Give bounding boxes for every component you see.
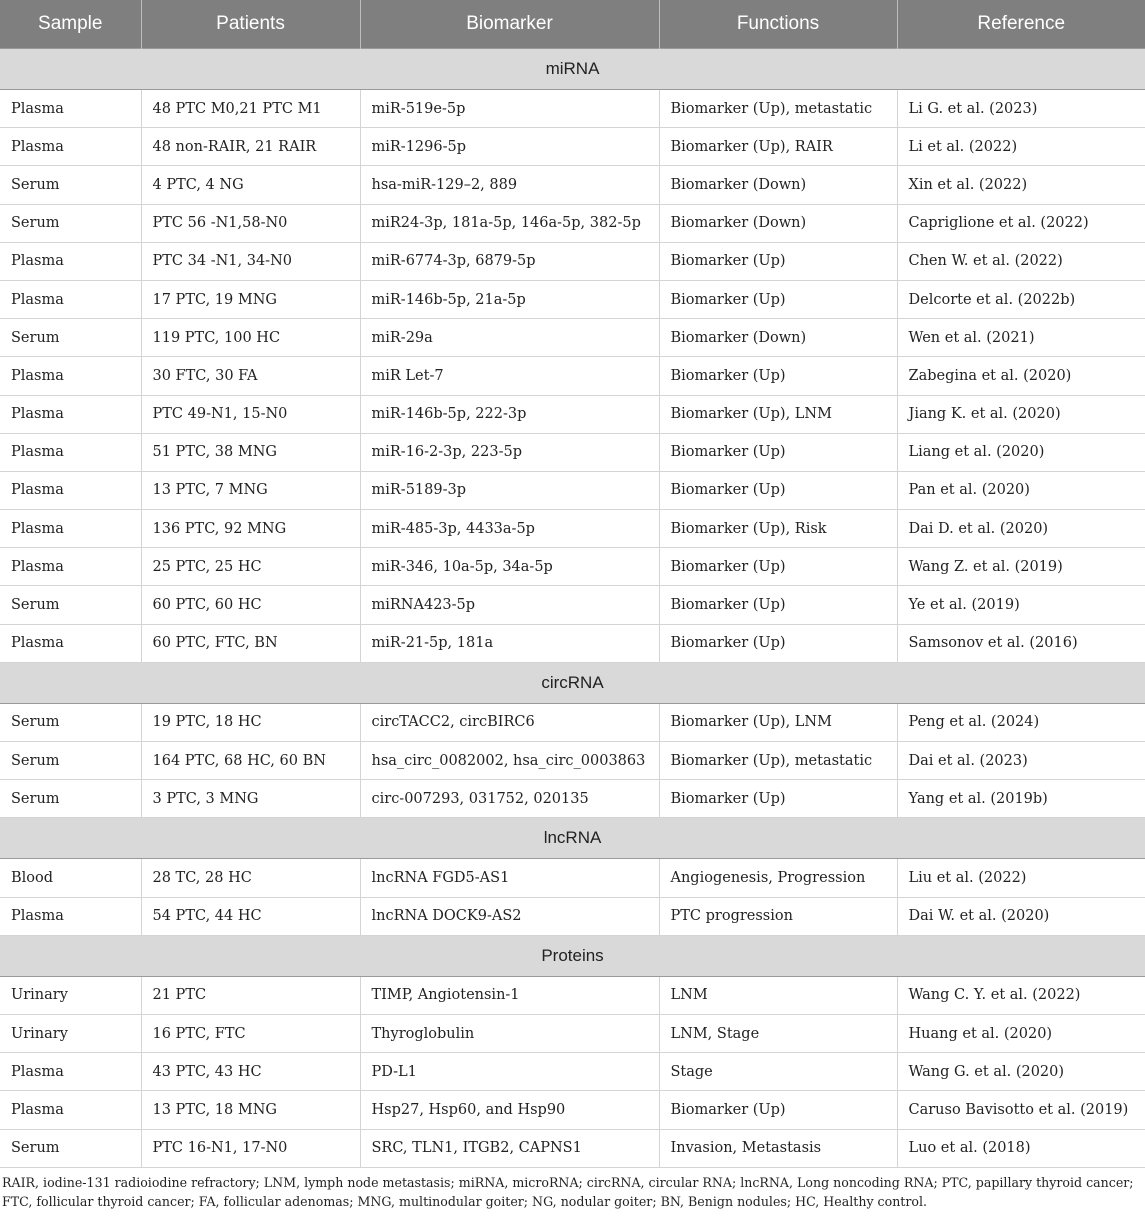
- reference-cell: Huang et al. (2020): [897, 1014, 1145, 1052]
- biomarker-cell: miR-346, 10a-5p, 34a-5p: [360, 548, 659, 586]
- patients-cell: 17 PTC, 19 MNG: [141, 280, 360, 318]
- sample-cell: Serum: [0, 780, 141, 818]
- functions-cell: Biomarker (Up): [659, 586, 897, 624]
- table-row: [0, 166, 1145, 204]
- patients-cell: 3 PTC, 3 MNG: [141, 780, 360, 818]
- patients-cell: 136 PTC, 92 MNG: [141, 510, 360, 548]
- section-row: [0, 935, 1145, 976]
- reference-cell: Wang G. et al. (2020): [897, 1053, 1145, 1091]
- table-row: [0, 624, 1145, 662]
- sample-cell: Serum: [0, 1129, 141, 1167]
- sample-cell: Serum: [0, 703, 141, 741]
- header-reference: Reference: [897, 0, 1145, 49]
- sample-cell: Serum: [0, 204, 141, 242]
- table-body: [0, 49, 1145, 1168]
- patients-cell: 48 PTC M0,21 PTC M1: [141, 90, 360, 128]
- reference-cell: Li G. et al. (2023): [897, 90, 1145, 128]
- biomarker-cell: miR24-3p, 181a-5p, 146a-5p, 382-5p: [360, 204, 659, 242]
- functions-cell: Biomarker (Down): [659, 319, 897, 357]
- reference-cell: Pan et al. (2020): [897, 471, 1145, 509]
- reference-cell: Dai D. et al. (2020): [897, 510, 1145, 548]
- biomarker-cell: PD-L1: [360, 1053, 659, 1091]
- table-row: [0, 897, 1145, 935]
- section-row: [0, 818, 1145, 859]
- header-functions: Functions: [659, 0, 897, 49]
- biomarker-cell: Hsp27, Hsp60, and Hsp90: [360, 1091, 659, 1129]
- sample-cell: Plasma: [0, 433, 141, 471]
- patients-cell: 30 FTC, 30 FA: [141, 357, 360, 395]
- patients-cell: 54 PTC, 44 HC: [141, 897, 360, 935]
- table-row: [0, 1091, 1145, 1129]
- functions-cell: Biomarker (Up): [659, 280, 897, 318]
- functions-cell: Biomarker (Up), metastatic: [659, 90, 897, 128]
- table-row: [0, 976, 1145, 1014]
- sample-cell: Plasma: [0, 280, 141, 318]
- sample-cell: Urinary: [0, 1014, 141, 1052]
- biomarker-cell: miR-146b-5p, 222-3p: [360, 395, 659, 433]
- table-row: [0, 859, 1145, 897]
- functions-cell: Biomarker (Up): [659, 357, 897, 395]
- functions-cell: Angiogenesis, Progression: [659, 859, 897, 897]
- table-row: [0, 433, 1145, 471]
- functions-cell: Biomarker (Up): [659, 624, 897, 662]
- header-sample: Sample: [0, 0, 141, 49]
- patients-cell: 60 PTC, FTC, BN: [141, 624, 360, 662]
- reference-cell: Peng et al. (2024): [897, 703, 1145, 741]
- patients-cell: 28 TC, 28 HC: [141, 859, 360, 897]
- biomarker-cell: hsa-miR-129–2, 889: [360, 166, 659, 204]
- biomarker-cell: hsa_circ_0082002, hsa_circ_0003863: [360, 742, 659, 780]
- section-row: [0, 49, 1145, 90]
- patients-cell: PTC 16-N1, 17-N0: [141, 1129, 360, 1167]
- reference-cell: Chen W. et al. (2022): [897, 242, 1145, 280]
- header-row: [0, 0, 1145, 49]
- patients-cell: 119 PTC, 100 HC: [141, 319, 360, 357]
- reference-cell: Ye et al. (2019): [897, 586, 1145, 624]
- header-patients: Patients: [141, 0, 360, 49]
- sample-cell: Blood: [0, 859, 141, 897]
- sample-cell: Plasma: [0, 1091, 141, 1129]
- sample-cell: Plasma: [0, 357, 141, 395]
- table-row: [0, 548, 1145, 586]
- biomarker-cell: miR-1296-5p: [360, 128, 659, 166]
- table-row: [0, 780, 1145, 818]
- reference-cell: Dai W. et al. (2020): [897, 897, 1145, 935]
- sample-cell: Plasma: [0, 128, 141, 166]
- functions-cell: Biomarker (Up): [659, 1091, 897, 1129]
- sample-cell: Plasma: [0, 395, 141, 433]
- table-row: [0, 319, 1145, 357]
- biomarker-cell: miR-485-3p, 4433a-5p: [360, 510, 659, 548]
- patients-cell: 19 PTC, 18 HC: [141, 703, 360, 741]
- patients-cell: PTC 34 -N1, 34-N0: [141, 242, 360, 280]
- reference-cell: Xin et al. (2022): [897, 166, 1145, 204]
- table-row: [0, 357, 1145, 395]
- table-row: [0, 703, 1145, 741]
- reference-cell: Wen et al. (2021): [897, 319, 1145, 357]
- reference-cell: Capriglione et al. (2022): [897, 204, 1145, 242]
- biomarker-cell: miR-6774-3p, 6879-5p: [360, 242, 659, 280]
- patients-cell: PTC 56 -N1,58-N0: [141, 204, 360, 242]
- reference-cell: Wang Z. et al. (2019): [897, 548, 1145, 586]
- table-row: [0, 1053, 1145, 1091]
- table-row: [0, 742, 1145, 780]
- functions-cell: Biomarker (Up): [659, 242, 897, 280]
- reference-cell: Luo et al. (2018): [897, 1129, 1145, 1167]
- sample-cell: Plasma: [0, 90, 141, 128]
- table-row: [0, 1014, 1145, 1052]
- sample-cell: Plasma: [0, 1053, 141, 1091]
- patients-cell: 16 PTC, FTC: [141, 1014, 360, 1052]
- patients-cell: 13 PTC, 7 MNG: [141, 471, 360, 509]
- section-title: lncRNA: [0, 818, 1145, 859]
- biomarker-cell: lncRNA DOCK9-AS2: [360, 897, 659, 935]
- sample-cell: Plasma: [0, 548, 141, 586]
- reference-cell: Delcorte et al. (2022b): [897, 280, 1145, 318]
- functions-cell: Biomarker (Up), RAIR: [659, 128, 897, 166]
- header-biomarker: Biomarker: [360, 0, 659, 49]
- biomarker-cell: TIMP, Angiotensin-1: [360, 976, 659, 1014]
- patients-cell: 43 PTC, 43 HC: [141, 1053, 360, 1091]
- biomarker-cell: circTACC2, circBIRC6: [360, 703, 659, 741]
- table-row: [0, 510, 1145, 548]
- table-row: [0, 128, 1145, 166]
- functions-cell: Biomarker (Up): [659, 780, 897, 818]
- functions-cell: LNM, Stage: [659, 1014, 897, 1052]
- biomarker-cell: miR-21-5p, 181a: [360, 624, 659, 662]
- table-footnote: RAIR, iodine-131 radioiodine refractory; LNM, lymph node metastasis; miRNA, microRNA; circRNA, circular RNA; lncRNA, Long noncoding RNA; PTC, papillary thyroid cancer; FTC, follicular thyroid cancer; FA, follicular adenomas; MNG, multinodular goiter; NG, nodular goiter; BN, Benign nodules; HC, Healthy control.: [2, 1174, 1134, 1209]
- patients-cell: 164 PTC, 68 HC, 60 BN: [141, 742, 360, 780]
- table-row: [0, 395, 1145, 433]
- sample-cell: Plasma: [0, 624, 141, 662]
- functions-cell: Invasion, Metastasis: [659, 1129, 897, 1167]
- biomarker-cell: miR-29a: [360, 319, 659, 357]
- sample-cell: Plasma: [0, 897, 141, 935]
- biomarker-cell: SRC, TLN1, ITGB2, CAPNS1: [360, 1129, 659, 1167]
- sample-cell: Plasma: [0, 242, 141, 280]
- reference-cell: Dai et al. (2023): [897, 742, 1145, 780]
- functions-cell: Biomarker (Down): [659, 166, 897, 204]
- functions-cell: Biomarker (Up): [659, 548, 897, 586]
- functions-cell: Biomarker (Up), Risk: [659, 510, 897, 548]
- patients-cell: 48 non-RAIR, 21 RAIR: [141, 128, 360, 166]
- patients-cell: 4 PTC, 4 NG: [141, 166, 360, 204]
- functions-cell: Biomarker (Up), LNM: [659, 703, 897, 741]
- biomarker-cell: miRNA423-5p: [360, 586, 659, 624]
- patients-cell: 25 PTC, 25 HC: [141, 548, 360, 586]
- sample-cell: Plasma: [0, 471, 141, 509]
- biomarker-cell: lncRNA FGD5-AS1: [360, 859, 659, 897]
- sample-cell: Plasma: [0, 510, 141, 548]
- biomarker-cell: miR Let-7: [360, 357, 659, 395]
- reference-cell: Li et al. (2022): [897, 128, 1145, 166]
- functions-cell: Biomarker (Up), LNM: [659, 395, 897, 433]
- sample-cell: Serum: [0, 319, 141, 357]
- functions-cell: LNM: [659, 976, 897, 1014]
- section-title: miRNA: [0, 49, 1145, 90]
- section-title: circRNA: [0, 662, 1145, 703]
- sample-cell: Serum: [0, 166, 141, 204]
- reference-cell: Wang C. Y. et al. (2022): [897, 976, 1145, 1014]
- table-row: [0, 204, 1145, 242]
- section-row: [0, 662, 1145, 703]
- functions-cell: PTC progression: [659, 897, 897, 935]
- patients-cell: 13 PTC, 18 MNG: [141, 1091, 360, 1129]
- biomarker-cell: miR-16-2-3p, 223-5p: [360, 433, 659, 471]
- sample-cell: Serum: [0, 586, 141, 624]
- biomarker-cell: miR-5189-3p: [360, 471, 659, 509]
- biomarker-cell: circ-007293, 031752, 020135: [360, 780, 659, 818]
- functions-cell: Biomarker (Up), metastatic: [659, 742, 897, 780]
- table-row: [0, 1129, 1145, 1167]
- sample-cell: Serum: [0, 742, 141, 780]
- biomarker-cell: miR-146b-5p, 21a-5p: [360, 280, 659, 318]
- reference-cell: Zabegina et al. (2020): [897, 357, 1145, 395]
- reference-cell: Caruso Bavisotto et al. (2019): [897, 1091, 1145, 1129]
- section-title: Proteins: [0, 935, 1145, 976]
- table-row: [0, 586, 1145, 624]
- reference-cell: Liang et al. (2020): [897, 433, 1145, 471]
- reference-cell: Yang et al. (2019b): [897, 780, 1145, 818]
- reference-cell: Liu et al. (2022): [897, 859, 1145, 897]
- biomarker-cell: Thyroglobulin: [360, 1014, 659, 1052]
- table-row: [0, 90, 1145, 128]
- table-row: [0, 280, 1145, 318]
- reference-cell: Samsonov et al. (2016): [897, 624, 1145, 662]
- functions-cell: Stage: [659, 1053, 897, 1091]
- functions-cell: Biomarker (Up): [659, 471, 897, 509]
- functions-cell: Biomarker (Up): [659, 433, 897, 471]
- patients-cell: PTC 49-N1, 15-N0: [141, 395, 360, 433]
- table-row: [0, 471, 1145, 509]
- table-row: [0, 242, 1145, 280]
- biomarker-cell: miR-519e-5p: [360, 90, 659, 128]
- sample-cell: Urinary: [0, 976, 141, 1014]
- functions-cell: Biomarker (Down): [659, 204, 897, 242]
- patients-cell: 51 PTC, 38 MNG: [141, 433, 360, 471]
- patients-cell: 21 PTC: [141, 976, 360, 1014]
- reference-cell: Jiang K. et al. (2020): [897, 395, 1145, 433]
- patients-cell: 60 PTC, 60 HC: [141, 586, 360, 624]
